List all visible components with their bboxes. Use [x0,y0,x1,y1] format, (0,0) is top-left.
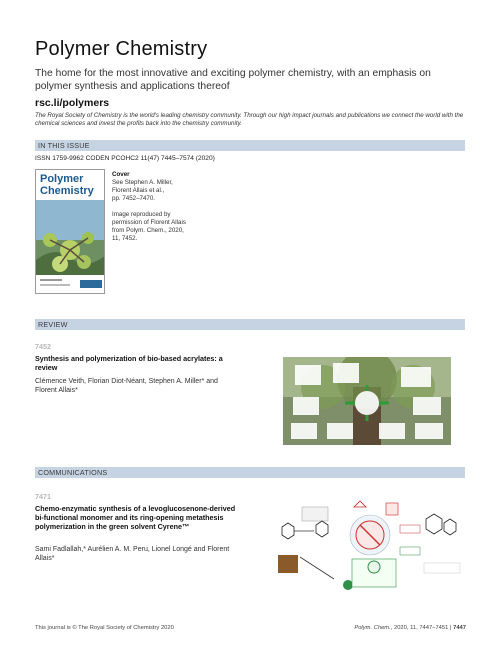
review-graphical-abstract-image[interactable] [283,357,451,445]
section-label: REVIEW [38,320,68,329]
cover-heading: Cover [112,171,130,178]
cover-image-title: Polymer Chemistry [40,173,94,197]
communication-graphical-abstract-image[interactable] [274,497,466,597]
cover-image[interactable] [35,169,105,294]
footer-copyright: This journal is © The Royal Society of Chemistry 2020 [35,625,174,631]
article-authors: Sami Fadlallah,* Aurélien A. M. Peru, Lionel Longé and Florent Allais* [35,546,230,562]
article-title-link[interactable]: Synthesis and polymerization of bio-based acrylates: a review [35,354,223,373]
journal-tagline: The home for the most innovative and exciting polymer chemistry, with an emphasis on polymer synthesis and applications thereof [35,68,431,92]
section-bar-review [35,319,465,330]
article-page-number: 7452 [35,342,51,351]
cover-info: Cover See Stephen A. Miller, Florent Allais et al., pp. 7452–7470. Image reproduced by permission of Florent Allais from Polym. Chem., 2020, 11, 7452. [112,171,202,243]
rsc-statement: The Royal Society of Chemistry is the world's leading chemistry community. Through our high impact journals and publications we connect the world with the chemical sciences and invest the profits back into the chemistry community. [35,112,464,128]
footer-citation: Polym. Chem., 2020, 11, 7447–7451 | 7447 [354,625,466,631]
journal-url-link[interactable]: rsc.li/polymers [35,97,110,109]
cover-artwork [36,200,105,294]
section-label: COMMUNICATIONS [38,468,108,477]
section-bar-communications [35,467,465,478]
article-page-number: 7471 [35,492,51,501]
article-authors: Clémence Veith, Florian Diot-Néant, Stephen A. Miller* and Florent Allais* [35,378,218,394]
section-bar-in-this-issue [35,140,465,151]
article-title-link[interactable]: Chemo-enzymatic synthesis of a levoglucosenone-derived bi-functional monomer and its ring-opening metathesis polymerization in the green solvent Cyrene™ [35,504,236,532]
footer-page-number: 7447 [453,625,466,631]
journal-title: Polymer Chemistry [35,38,208,60]
section-label: IN THIS ISSUE [38,141,90,150]
issn-line: ISSN 1759-9962 CODEN PCOHC2 11(47) 7445–7574 (2020) [35,155,215,162]
